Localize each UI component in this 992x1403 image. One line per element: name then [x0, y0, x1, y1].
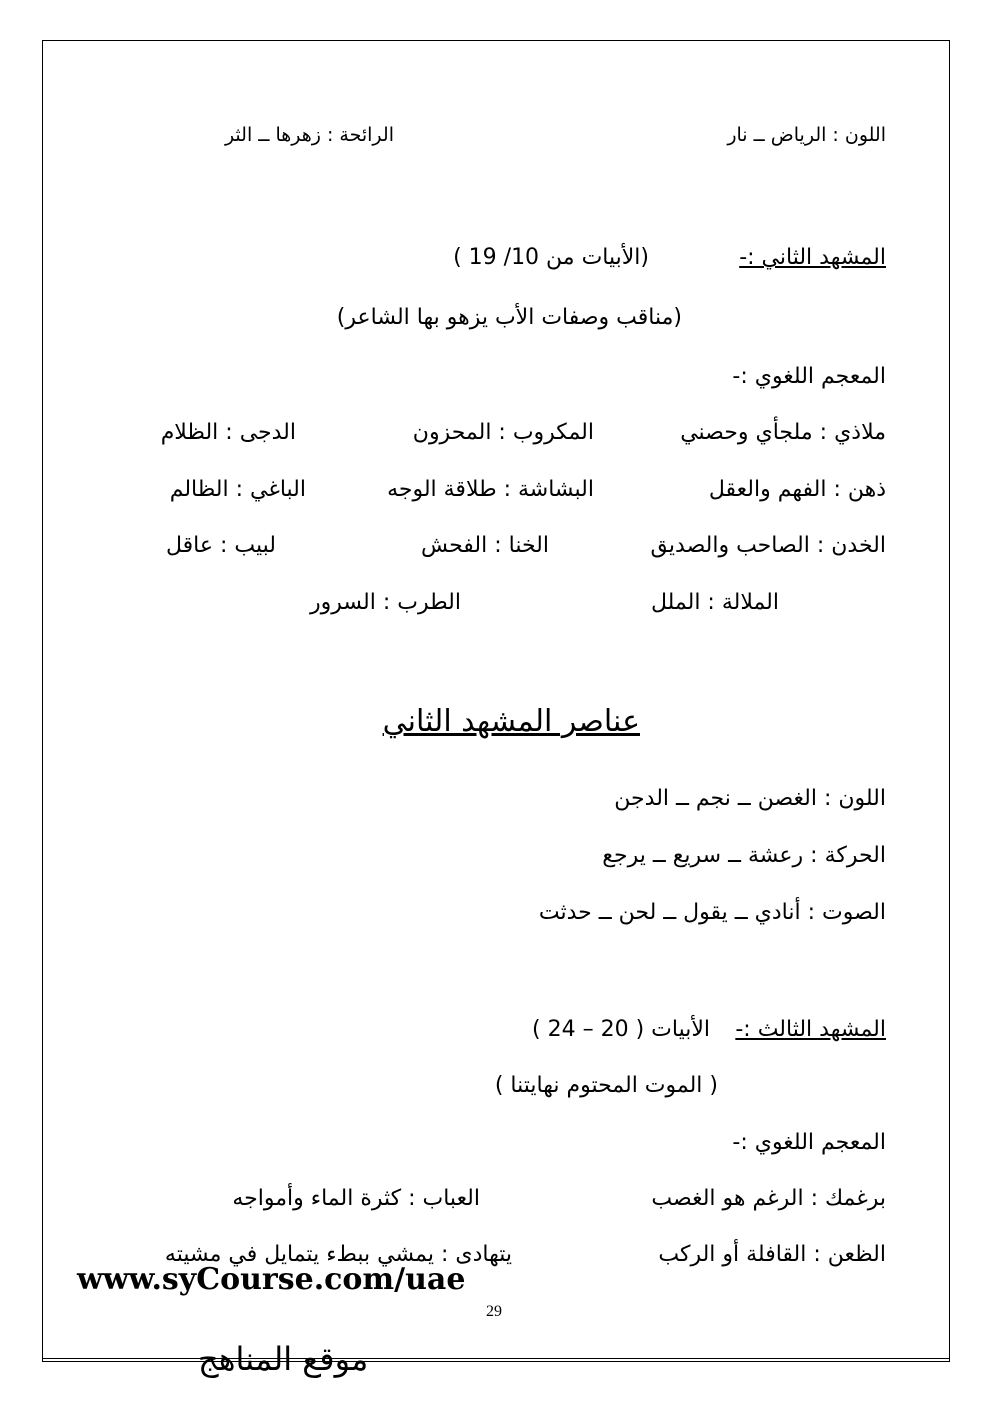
scene2-color: اللون : الغصن ــ نجم ــ الدجن: [614, 786, 886, 811]
vocab-item: البشاشة : طلاقة الوجه: [387, 477, 594, 502]
page-border-bottom: [42, 1358, 950, 1359]
scene2-theme: (مناقب وصفات الأب يزهو بها الشاعر): [336, 305, 682, 330]
page-border: [42, 40, 950, 1362]
page-number: 29: [486, 1303, 502, 1320]
vocab-item: يتهادى : يمشي ببطء يتمايل في مشيته: [164, 1242, 512, 1267]
scene2-motion: الحركة : رعشة ــ سريع ــ يرجع: [602, 843, 886, 868]
scene1-smell: الرائحة : زهرها ــ الثر: [224, 124, 394, 146]
watermark-url: www.syCourse.com/uae: [77, 1262, 466, 1297]
vocab-item: الظعن : القافلة أو الركب: [658, 1242, 886, 1267]
vocab-item: الطرب : السرور: [310, 590, 461, 615]
vocab-item: الملالة : الملل: [650, 590, 779, 615]
scene1-color: اللون : الرياض ــ نار: [727, 124, 886, 146]
scene2-sound: الصوت : أنادي ــ يقول ــ لحن ــ حدثت: [538, 900, 886, 925]
vocab-item: ملاذي : ملجأي وحصني: [680, 420, 886, 445]
scene2-lexicon-title: المعجم اللغوي :-: [732, 364, 886, 389]
vocab-item: لبيب : عاقل: [166, 533, 276, 558]
vocab-item: ذهن : الفهم والعقل: [708, 477, 886, 502]
vocab-item: المكروب : المحزون: [412, 420, 594, 445]
scene3-theme: ( الموت المحتوم نهايتنا ): [494, 1073, 718, 1098]
vocab-item: الباغي : الظالم: [169, 477, 306, 502]
scene2-verses: (الأبيات من 10/ 19 ): [453, 245, 649, 270]
scene3-heading: المشهد الثالث :-: [735, 1017, 886, 1042]
vocab-item: الخدن : الصاحب والصديق: [650, 533, 886, 558]
vocab-item: العباب : كثرة الماء وأمواجه: [232, 1186, 480, 1211]
watermark-arabic: موقع المناهج: [198, 1340, 369, 1378]
scene2-heading: المشهد الثاني :-: [739, 245, 886, 270]
scene3-lexicon-title: المعجم اللغوي :-: [732, 1130, 886, 1155]
scene2-elements-title: عناصر المشهد الثاني: [382, 704, 640, 739]
vocab-item: الخنا : الفحش: [421, 533, 549, 558]
vocab-item: برغمك : الرغم هو الغصب: [651, 1186, 886, 1211]
scene3-verses: الأبيات ( 20 – 24 ): [532, 1017, 710, 1042]
vocab-item: الدجى : الظلام: [160, 420, 296, 445]
